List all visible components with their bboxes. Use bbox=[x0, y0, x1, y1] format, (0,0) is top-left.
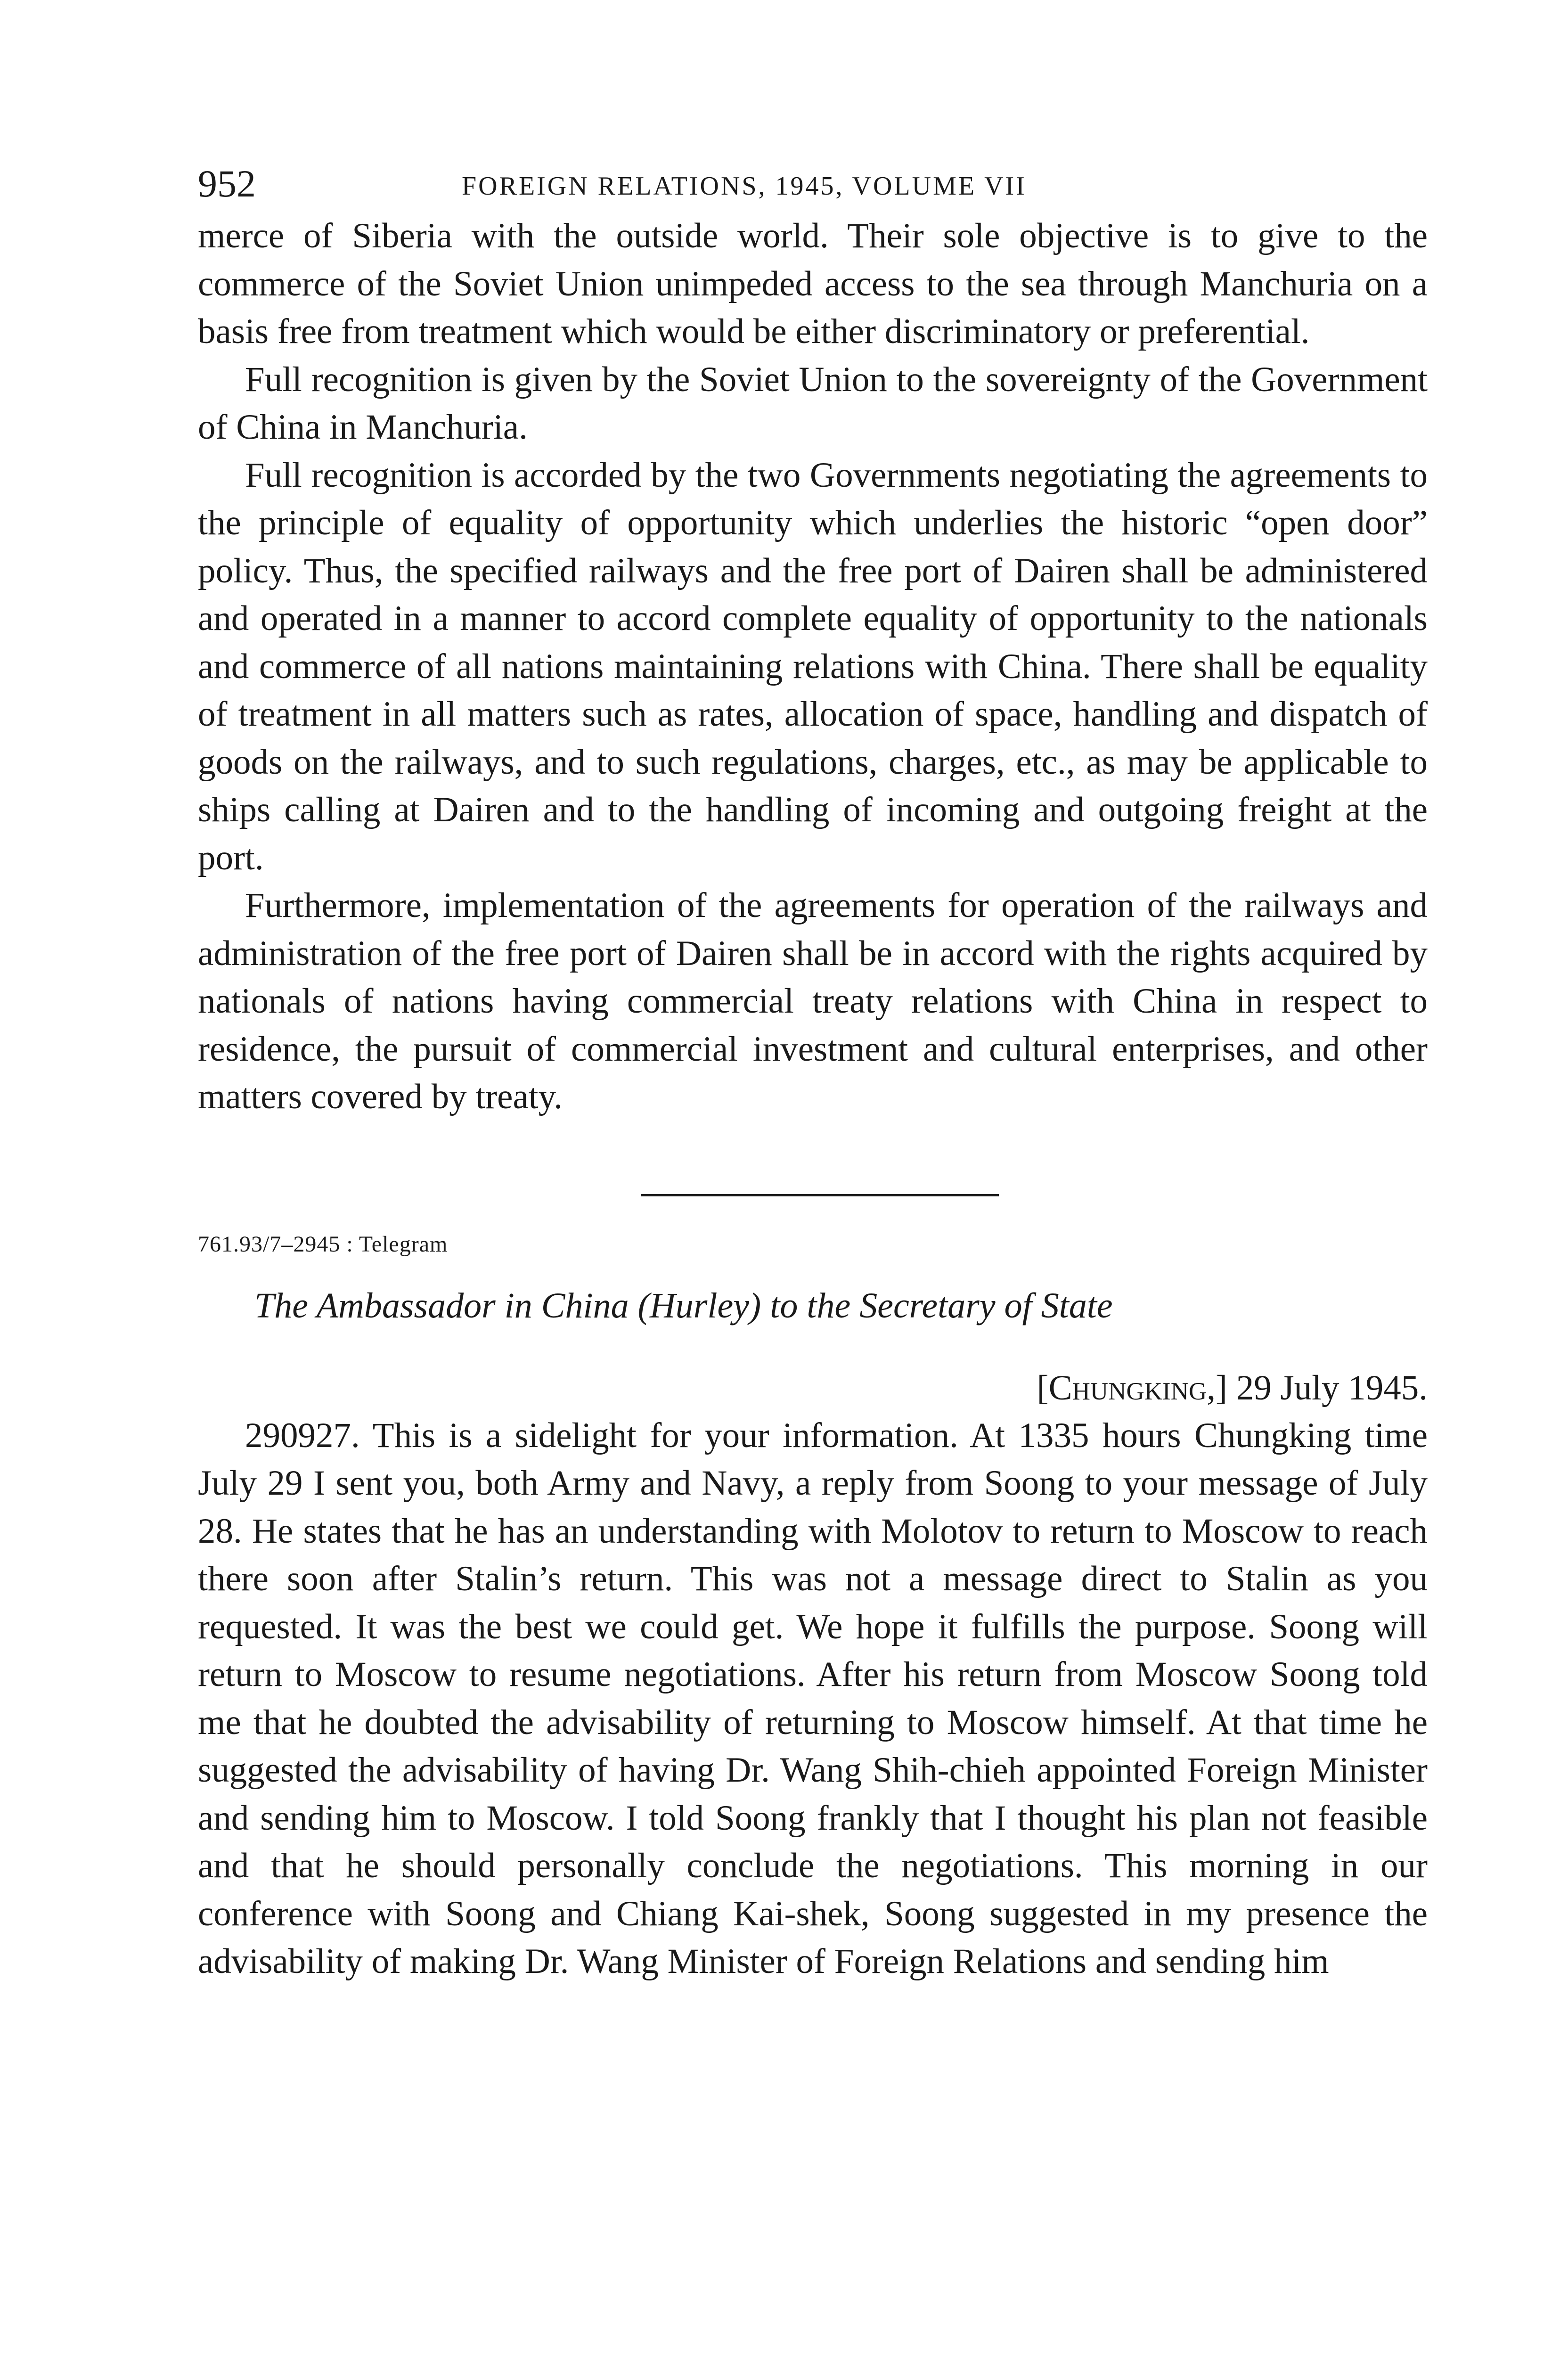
document-heading: The Ambassador in China (Hurley) to the Secretary of State bbox=[254, 1285, 1113, 1325]
page-number: 952 bbox=[198, 162, 256, 205]
paragraph: Full recognition is given by the Soviet Union to the sovereignty of the Government of China in Manchuria. bbox=[198, 360, 1428, 447]
file-reference: 761.93/7–2945 : Telegram bbox=[198, 1231, 448, 1257]
running-head bbox=[198, 160, 1428, 212]
document-page bbox=[198, 160, 1428, 1986]
section-separator bbox=[641, 1194, 999, 1196]
continuation-text bbox=[198, 212, 1428, 1121]
running-title: FOREIGN RELATIONS, 1945, VOLUME VII bbox=[462, 172, 1027, 201]
dateline-place: [Chungking,] bbox=[1037, 1368, 1227, 1407]
paragraph: Furthermore, implementation of the agreements for operation of the railways and administration of the free port of Dairen shall be in accord with the rights acquired by nationals of nations having commercial treaty relations with China in respect to residence, the pursuit of commercial investment and cultural enterprises, and other matters covered by treaty. bbox=[198, 886, 1428, 1116]
dateline-date: 29 July 1945. bbox=[1236, 1368, 1428, 1407]
dateline bbox=[198, 1365, 1428, 1412]
telegram-text bbox=[198, 1412, 1428, 1986]
paragraph: merce of Siberia with the outside world. Their sole objective is to give to the commerce of the Soviet Union unimpeded access to the sea through Manchuria on a basis free from treatment which would be either discriminatory or preferential. bbox=[198, 216, 1428, 351]
paragraph: 290927. This is a sidelight for your information. At 1335 hours Chungking time July 29 I sent you, both Army and Navy, a reply from Soong to your message of July 28. He states that he has an understanding with Molotov to return to Moscow to reach there soon after Stalin’s return. This was not a message direct to Stalin as you requested. It was the best we could get. We hope it fulfills the purpose. Soong will return to Moscow to resume negotiations. After his return from Moscow Soong told me that he doubted the advisability of returning to Moscow himself. At that time he suggested the advisability of having Dr. Wang Shih-chieh appointed Foreign Minister and sending him to Moscow. I told Soong frankly that I thought his plan not feasible and that he should personally conclude the negotiations. This morning in our conference with Soong and Chiang Kai-shek, Soong suggested in my presence the advisability of making Dr. Wang Minister of Foreign Relations and sending him bbox=[198, 1415, 1428, 1981]
paragraph: Full recognition is accorded by the two Governments negotiating the agreements to the principle of equality of opportunity which underlies the historic “open door” policy. Thus, the specified railways and the free port of Dairen shall be administered and operated in a manner to accord complete equality of opportunity to the nationals and commerce of all nations maintaining relations with China. There shall be equality of treatment in all matters such as rates, allocation of space, handling and dispatch of goods on the railways, and to such regulations, charges, etc., as may be applicable to ships calling at Dairen and to the handling of incoming and outgoing freight at the port. bbox=[198, 455, 1428, 877]
